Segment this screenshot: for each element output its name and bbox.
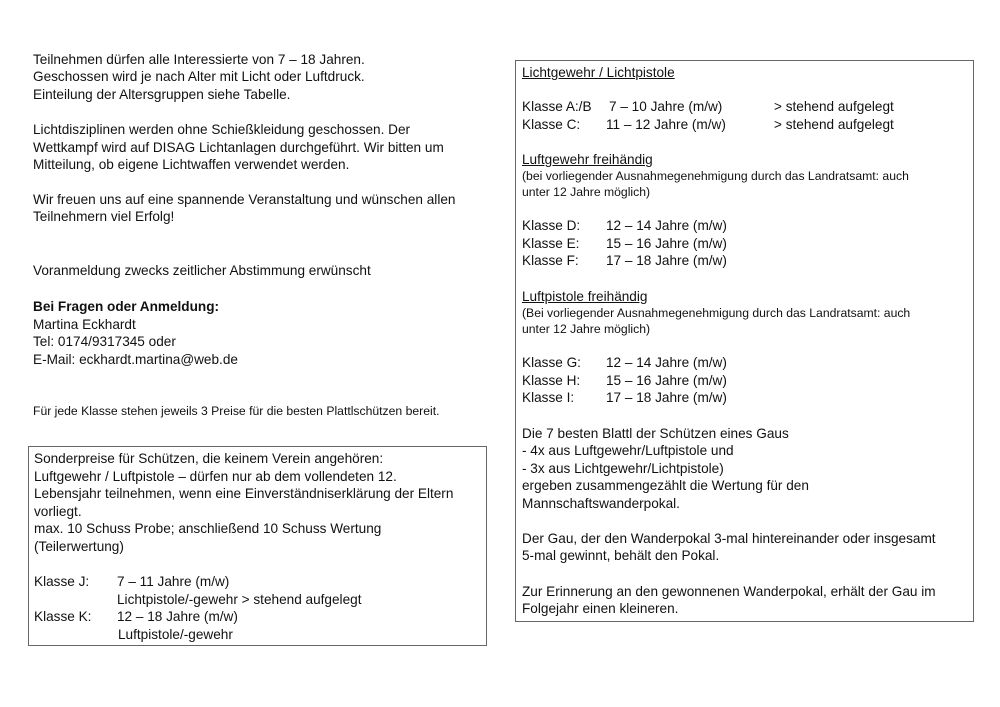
- special-line-3: Lebensjahr teilnehmen, wenn eine Einverständniserklärung der Eltern: [34, 486, 454, 501]
- class-ab-age: 7 – 10 Jahre (m/w): [609, 99, 723, 114]
- rifle-heading: Luftgewehr freihändig: [522, 152, 653, 167]
- class-i-label: Klasse I:: [522, 390, 575, 405]
- contact-heading: Bei Fragen oder Anmeldung:: [33, 299, 220, 314]
- class-g-age: 12 – 14 Jahre (m/w): [606, 355, 727, 370]
- contact-email: E-Mail: eckhardt.martina@web.de: [33, 352, 238, 367]
- team-line-1: Die 7 besten Blattl der Schützen eines Gaus: [522, 426, 789, 441]
- class-k-label: Klasse K:: [34, 609, 92, 624]
- class-j-label: Klasse J:: [34, 574, 90, 589]
- special-line-6: (Teilerwertung): [34, 539, 124, 554]
- light-heading: Lichtgewehr / Lichtpistole: [522, 65, 675, 80]
- class-e-label: Klasse E:: [522, 236, 580, 251]
- class-h-age: 15 – 16 Jahre (m/w): [606, 373, 727, 388]
- light-line-2: Wettkampf wird auf DISAG Lichtanlagen durchgeführt. Wir bitten um: [33, 140, 444, 155]
- class-k-age: 12 – 18 Jahre (m/w): [117, 609, 238, 624]
- class-k-sub: Luftpistole/-gewehr: [118, 627, 233, 642]
- intro-line-2: Geschossen wird je nach Alter mit Licht oder Luftdruck.: [33, 69, 365, 84]
- intro-line-3: Einteilung der Altersgruppen siehe Tabelle.: [33, 87, 291, 102]
- class-c-note: > stehend aufgelegt: [774, 117, 894, 132]
- light-line-3: Mitteilung, ob eigene Lichtwaffen verwendet werden.: [33, 157, 350, 172]
- wish-line-2: Teilnehmern viel Erfolg!: [33, 209, 175, 224]
- wish-line-1: Wir freuen uns auf eine spannende Veranstaltung und wünschen allen: [33, 192, 456, 207]
- class-j-age: 7 – 11 Jahre (m/w): [117, 574, 230, 589]
- special-line-1: Sonderpreise für Schützen, die keinem Verein angehören:: [34, 451, 384, 466]
- classes-box: [515, 60, 974, 622]
- class-c-age: 11 – 12 Jahre (m/w): [606, 117, 726, 132]
- special-prizes-box: [28, 446, 487, 646]
- pistol-note-1: (Bei vorliegender Ausnahmegenehmigung durch das Landratsamt: auch: [522, 306, 911, 320]
- contact-tel: Tel: 0174/9317345 oder: [33, 334, 176, 349]
- team-line-2: - 4x aus Luftgewehr/Luftpistole und: [522, 443, 734, 458]
- pistol-heading: Luftpistole freihändig: [522, 289, 648, 304]
- class-f-age: 17 – 18 Jahre (m/w): [606, 253, 727, 268]
- intro-line-1: Teilnehmen dürfen alle Interessierte von 7 – 18 Jahren.: [33, 52, 365, 67]
- memory-line-2: Folgejahr einen kleineren.: [522, 601, 679, 616]
- prizes-text: Für jede Klasse stehen jeweils 3 Preise für die besten Plattlschützen bereit.: [33, 404, 440, 418]
- team-line-5: Mannschaftswanderpokal.: [522, 496, 680, 511]
- rifle-note-2: unter 12 Jahre möglich): [522, 185, 651, 199]
- team-line-3: - 3x aus Lichtgewehr/Lichtpistole): [522, 461, 724, 476]
- gau-line-1: Der Gau, der den Wanderpokal 3-mal hintereinander oder insgesamt: [522, 531, 936, 546]
- prereg-text: Voranmeldung zwecks zeitlicher Abstimmung erwünscht: [33, 263, 371, 278]
- class-ab-label: Klasse A:/B: [522, 99, 592, 114]
- special-line-2: Luftgewehr / Luftpistole – dürfen nur ab dem vollendeten 12.: [34, 469, 397, 484]
- special-line-5: max. 10 Schuss Probe; anschließend 10 Schuss Wertung: [34, 521, 382, 536]
- class-e-age: 15 – 16 Jahre (m/w): [606, 236, 727, 251]
- class-ab-note: > stehend aufgelegt: [774, 99, 894, 114]
- pistol-note-2: unter 12 Jahre möglich): [522, 322, 651, 336]
- class-h-label: Klasse H:: [522, 373, 581, 388]
- class-g-label: Klasse G:: [522, 355, 581, 370]
- memory-line-1: Zur Erinnerung an den gewonnenen Wanderpokal, erhält der Gau im: [522, 584, 936, 599]
- class-f-label: Klasse F:: [522, 253, 579, 268]
- class-c-label: Klasse C:: [522, 117, 581, 132]
- class-j-sub: Lichtpistole/-gewehr > stehend aufgelegt: [117, 592, 362, 607]
- class-d-label: Klasse D:: [522, 218, 581, 233]
- rifle-note-1: (bei vorliegender Ausnahmegenehmigung durch das Landratsamt: auch: [522, 169, 909, 183]
- class-d-age: 12 – 14 Jahre (m/w): [606, 218, 727, 233]
- special-line-4: vorliegt.: [34, 504, 82, 519]
- class-i-age: 17 – 18 Jahre (m/w): [606, 390, 727, 405]
- team-line-4: ergeben zusammengezählt die Wertung für den: [522, 478, 809, 493]
- contact-name: Martina Eckhardt: [33, 317, 136, 332]
- light-line-1: Lichtdisziplinen werden ohne Schießkleidung geschossen. Der: [33, 122, 411, 137]
- gau-line-2: 5-mal gewinnt, behält den Pokal.: [522, 548, 720, 563]
